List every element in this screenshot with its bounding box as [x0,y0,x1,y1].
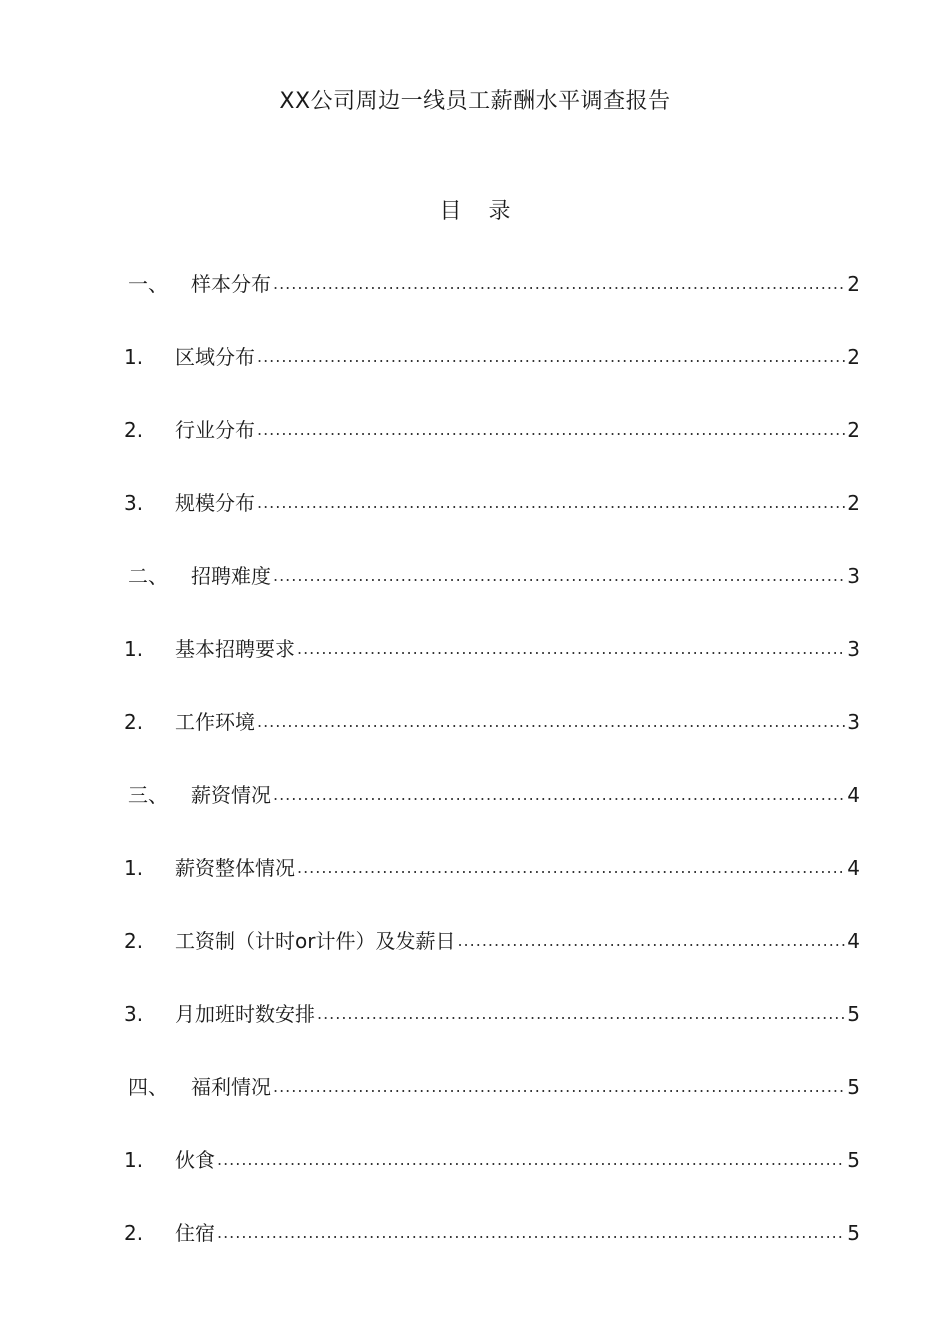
toc-dot-leader [257,339,845,375]
toc-dot-leader [273,1069,845,1105]
toc-section-entry[interactable] [124,558,860,631]
toc-entry-number: 1. [124,856,144,880]
toc-page-number: 4 [847,856,860,880]
toc-dot-leader [217,1215,845,1251]
toc-entry-label: 工作环境 [175,710,255,734]
toc-entry-number: 1. [124,637,144,661]
toc-page-number: 5 [847,1075,860,1099]
toc-dot-leader [273,558,845,594]
toc-page-number: 2 [847,272,860,296]
toc-section-entry[interactable] [124,777,860,850]
toc-subsection-entry[interactable] [124,339,860,412]
toc-entry-number: 3. [124,1002,144,1026]
toc-entry-label: 福利情况 [191,1075,271,1099]
toc-page-number: 5 [847,1002,860,1026]
toc-page-number: 5 [847,1148,860,1172]
toc-subsection-entry[interactable] [124,704,860,777]
document-title: XX公司周边一线员工薪酬水平调查报告 [279,89,671,114]
toc-heading: 目 录 [439,199,521,224]
toc-dot-leader [297,631,845,667]
toc-entry-label: 工资制（计时or计件）及发薪日 [175,929,456,953]
toc-entry-number: 2. [124,929,144,953]
toc-section-entry[interactable] [124,1069,860,1142]
toc-page-number: 3 [847,637,860,661]
toc-dot-leader [273,266,845,302]
toc-entry-number: 3. [124,491,144,515]
toc-dot-leader [257,704,845,740]
toc-dot-leader [457,923,845,959]
toc-entry-label: 行业分布 [175,418,255,442]
toc-entry-label: 薪资整体情况 [175,856,295,880]
toc-dot-leader [297,850,845,886]
toc-entry-label: 样本分布 [191,272,271,296]
toc-section-entry[interactable] [124,266,860,339]
toc-entry-label: 住宿 [175,1221,215,1245]
toc-entry-label: 月加班时数安排 [175,1002,315,1026]
toc-entry-label: 基本招聘要求 [175,637,295,661]
toc-page-number: 3 [847,564,860,588]
table-of-contents [124,266,860,1288]
toc-entry-number: 一、 [128,272,168,296]
toc-page-number: 2 [847,491,860,515]
toc-entry-number: 2. [124,710,144,734]
toc-dot-leader [273,777,845,813]
toc-entry-label: 招聘难度 [191,564,271,588]
toc-entry-number: 1. [124,345,144,369]
toc-entry-number: 四、 [128,1075,168,1099]
toc-entry-number: 三、 [128,783,168,807]
toc-page-number: 2 [847,418,860,442]
toc-entry-label: 伙食 [175,1148,215,1172]
toc-entry-number: 1. [124,1148,144,1172]
toc-subsection-entry[interactable] [124,923,860,996]
toc-subsection-entry[interactable] [124,1215,860,1288]
toc-page-number: 2 [847,345,860,369]
toc-subsection-entry[interactable] [124,1142,860,1215]
toc-entry-number: 二、 [128,564,168,588]
toc-entry-label: 规模分布 [175,491,255,515]
toc-page-number: 3 [847,710,860,734]
toc-entry-number: 2. [124,1221,144,1245]
toc-entry-label: 区域分布 [175,345,255,369]
toc-subsection-entry[interactable] [124,996,860,1069]
toc-entry-number: 2. [124,418,144,442]
toc-dot-leader [217,1142,845,1178]
toc-subsection-entry[interactable] [124,485,860,558]
toc-dot-leader [317,996,845,1032]
toc-page-number: 4 [847,783,860,807]
toc-subsection-entry[interactable] [124,850,860,923]
toc-subsection-entry[interactable] [124,412,860,485]
toc-subsection-entry[interactable] [124,631,860,704]
toc-dot-leader [257,485,845,521]
toc-page-number: 5 [847,1221,860,1245]
toc-entry-label: 薪资情况 [191,783,271,807]
toc-page-number: 4 [847,929,860,953]
toc-dot-leader [257,412,845,448]
